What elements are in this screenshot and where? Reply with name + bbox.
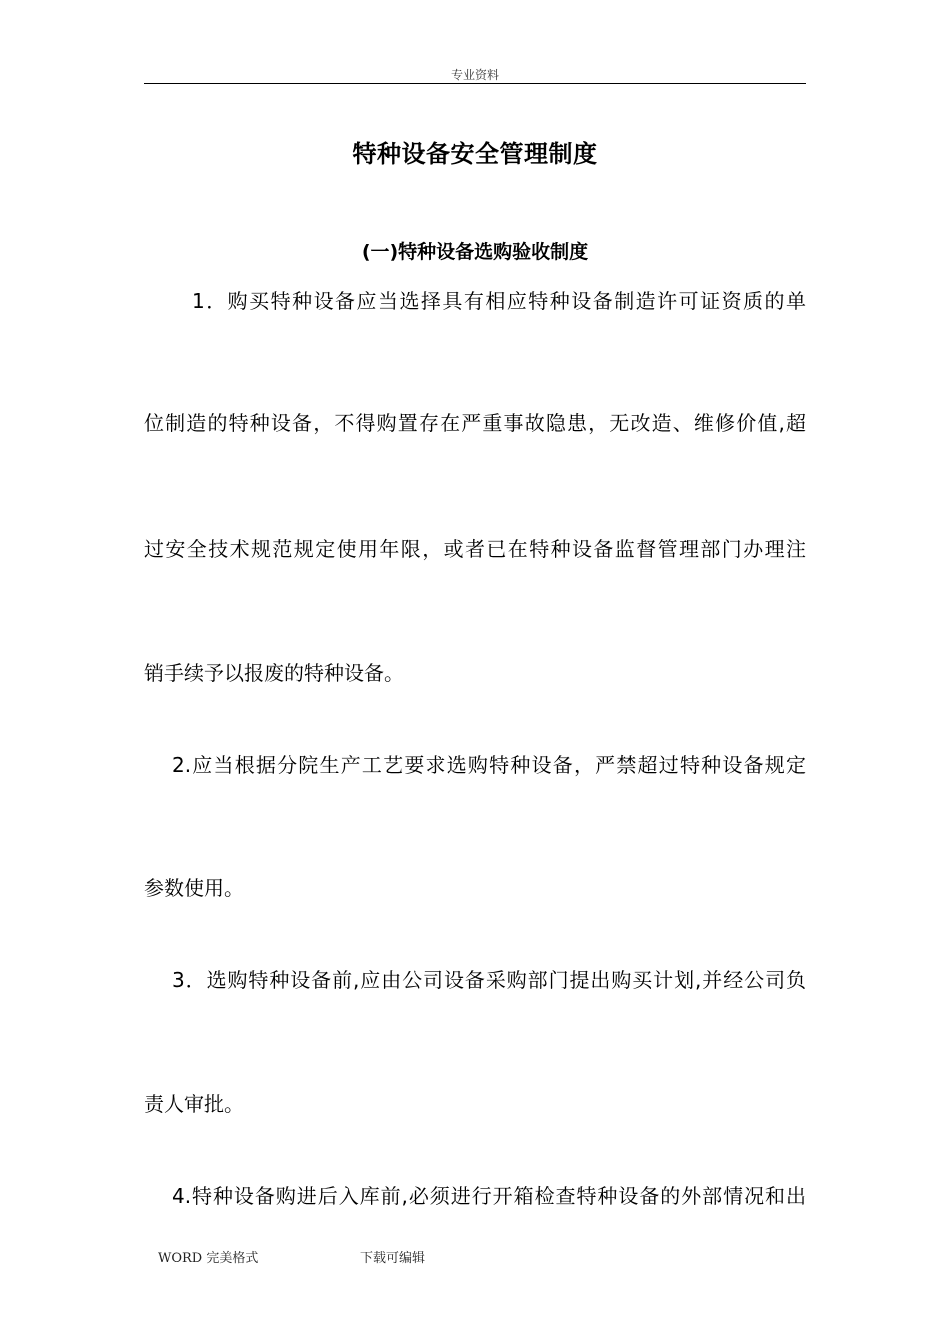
paragraph-line: 销手续予以报废的特种设备。 (144, 661, 404, 685)
paragraph-line: 3．选购特种设备前,应由公司设备采购部门提出购买计划,并经公司负 (172, 968, 806, 992)
footer-format-label: WORD 完美格式 (158, 1251, 259, 1266)
paragraph-line: 1．购买特种设备应当选择具有相应特种设备制造许可证资质的单 (192, 289, 806, 313)
paragraph-line: 2.应当根据分院生产工艺要求选购特种设备，严禁超过特种设备规定 (172, 753, 806, 777)
paragraph-line: 责人审批。 (144, 1092, 244, 1116)
paragraph-line: 参数使用。 (144, 876, 244, 900)
paragraph-line: 过安全技术规范规定使用年限，或者已在特种设备监督管理部门办理注 (144, 537, 806, 561)
page-header-label: 专业资料 (450, 68, 499, 82)
footer-editable-label: 下载可编辑 (360, 1251, 426, 1266)
paragraph-line: 4.特种设备购进后入库前,必须进行开箱检查特种设备的外部情况和出 (172, 1184, 806, 1208)
paragraph-line: 位制造的特种设备，不得购置存在严重事故隐患，无改造、维修价值,超 (144, 411, 806, 435)
document-title: 特种设备安全管理制度 (352, 140, 598, 168)
header-divider (144, 83, 806, 84)
section-heading: (一)特种设备选购验收制度 (361, 241, 589, 263)
